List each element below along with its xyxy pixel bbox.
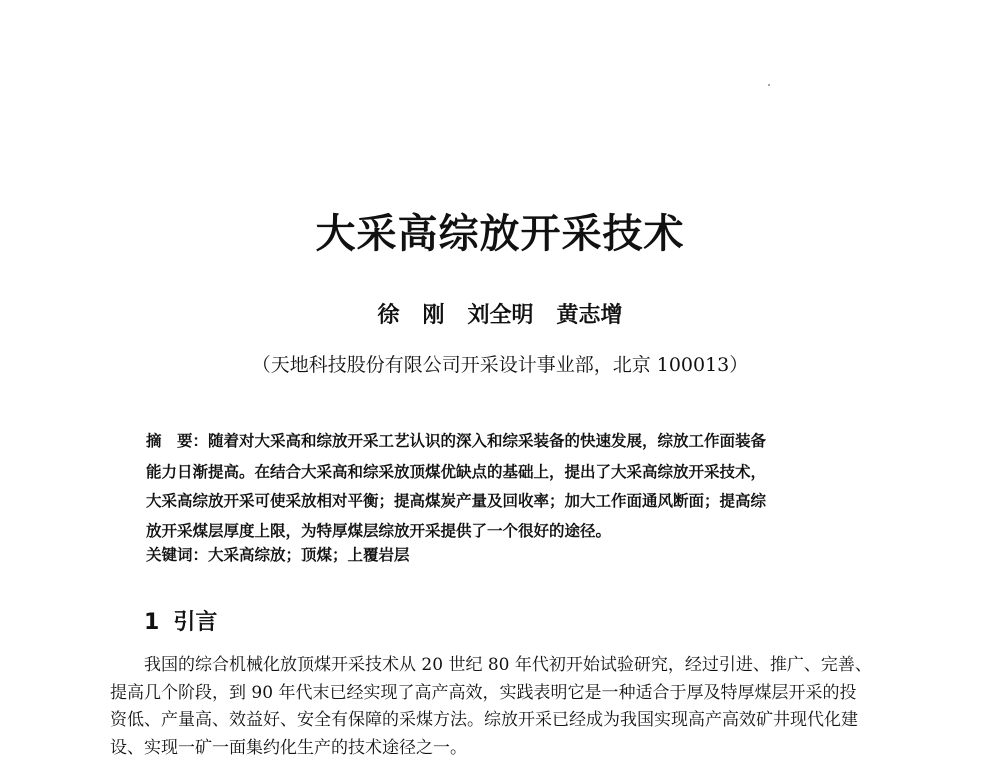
- body-paragraph: [110, 652, 900, 760]
- body-line: 我国的综合机械化放顶煤开采技术从 20 世纪 80 年代初开始试验研究，经过引进、推广、完善、: [144, 655, 872, 675]
- abstract-text: 随着对大采高和综放开采工艺认识的深入和综采装备的快速发展，综放工作面装备: [208, 431, 767, 450]
- abstract-line: [146, 426, 866, 457]
- keywords-label: 关键词：: [146, 546, 209, 564]
- body-line: 提高几个阶段，到 90 年代末已经实现了高产高效，实践表明它是一种适合于厚及特厚煤层开采的投: [110, 682, 857, 703]
- section-heading: [144, 608, 217, 638]
- paper-authors: 徐 刚 刘全明 黄志增: [377, 302, 623, 328]
- body-line: 设、实现一矿一面集约化生产的技术途径之一。: [110, 737, 467, 758]
- abstract-block: [146, 426, 866, 545]
- abstract-line: 能力日渐提高。在结合大采高和综采放顶煤优缺点的基础上，提出了大采高综放开采技术，: [146, 461, 767, 481]
- body-line: 资低、产量高、效益好、安全有保障的采煤方法。综放开采已经成为我国实现高产高效矿井现代化建: [110, 710, 858, 730]
- keywords-text: 大采高综放；顶煤；上覆岩层: [208, 545, 410, 564]
- section-number: 1: [144, 610, 160, 635]
- section-title: 引言: [173, 610, 218, 635]
- paper-title: 大采高综放开采技术: [315, 210, 685, 257]
- paper-affiliation: （天地科技股份有限公司开采设计事业部，北京 100013）: [251, 354, 749, 376]
- abstract-label: 摘 要：: [146, 432, 209, 450]
- scan-speck: [768, 84, 770, 86]
- keywords-block: [146, 543, 410, 567]
- abstract-line: 放开采煤层厚度上限，为特厚煤层综放开采提供了一个很好的途径。: [146, 520, 612, 540]
- abstract-line: 大采高综放开采可使采放相对平衡；提高煤炭产量及回收率；加大工作面通风断面；提高综: [146, 491, 767, 510]
